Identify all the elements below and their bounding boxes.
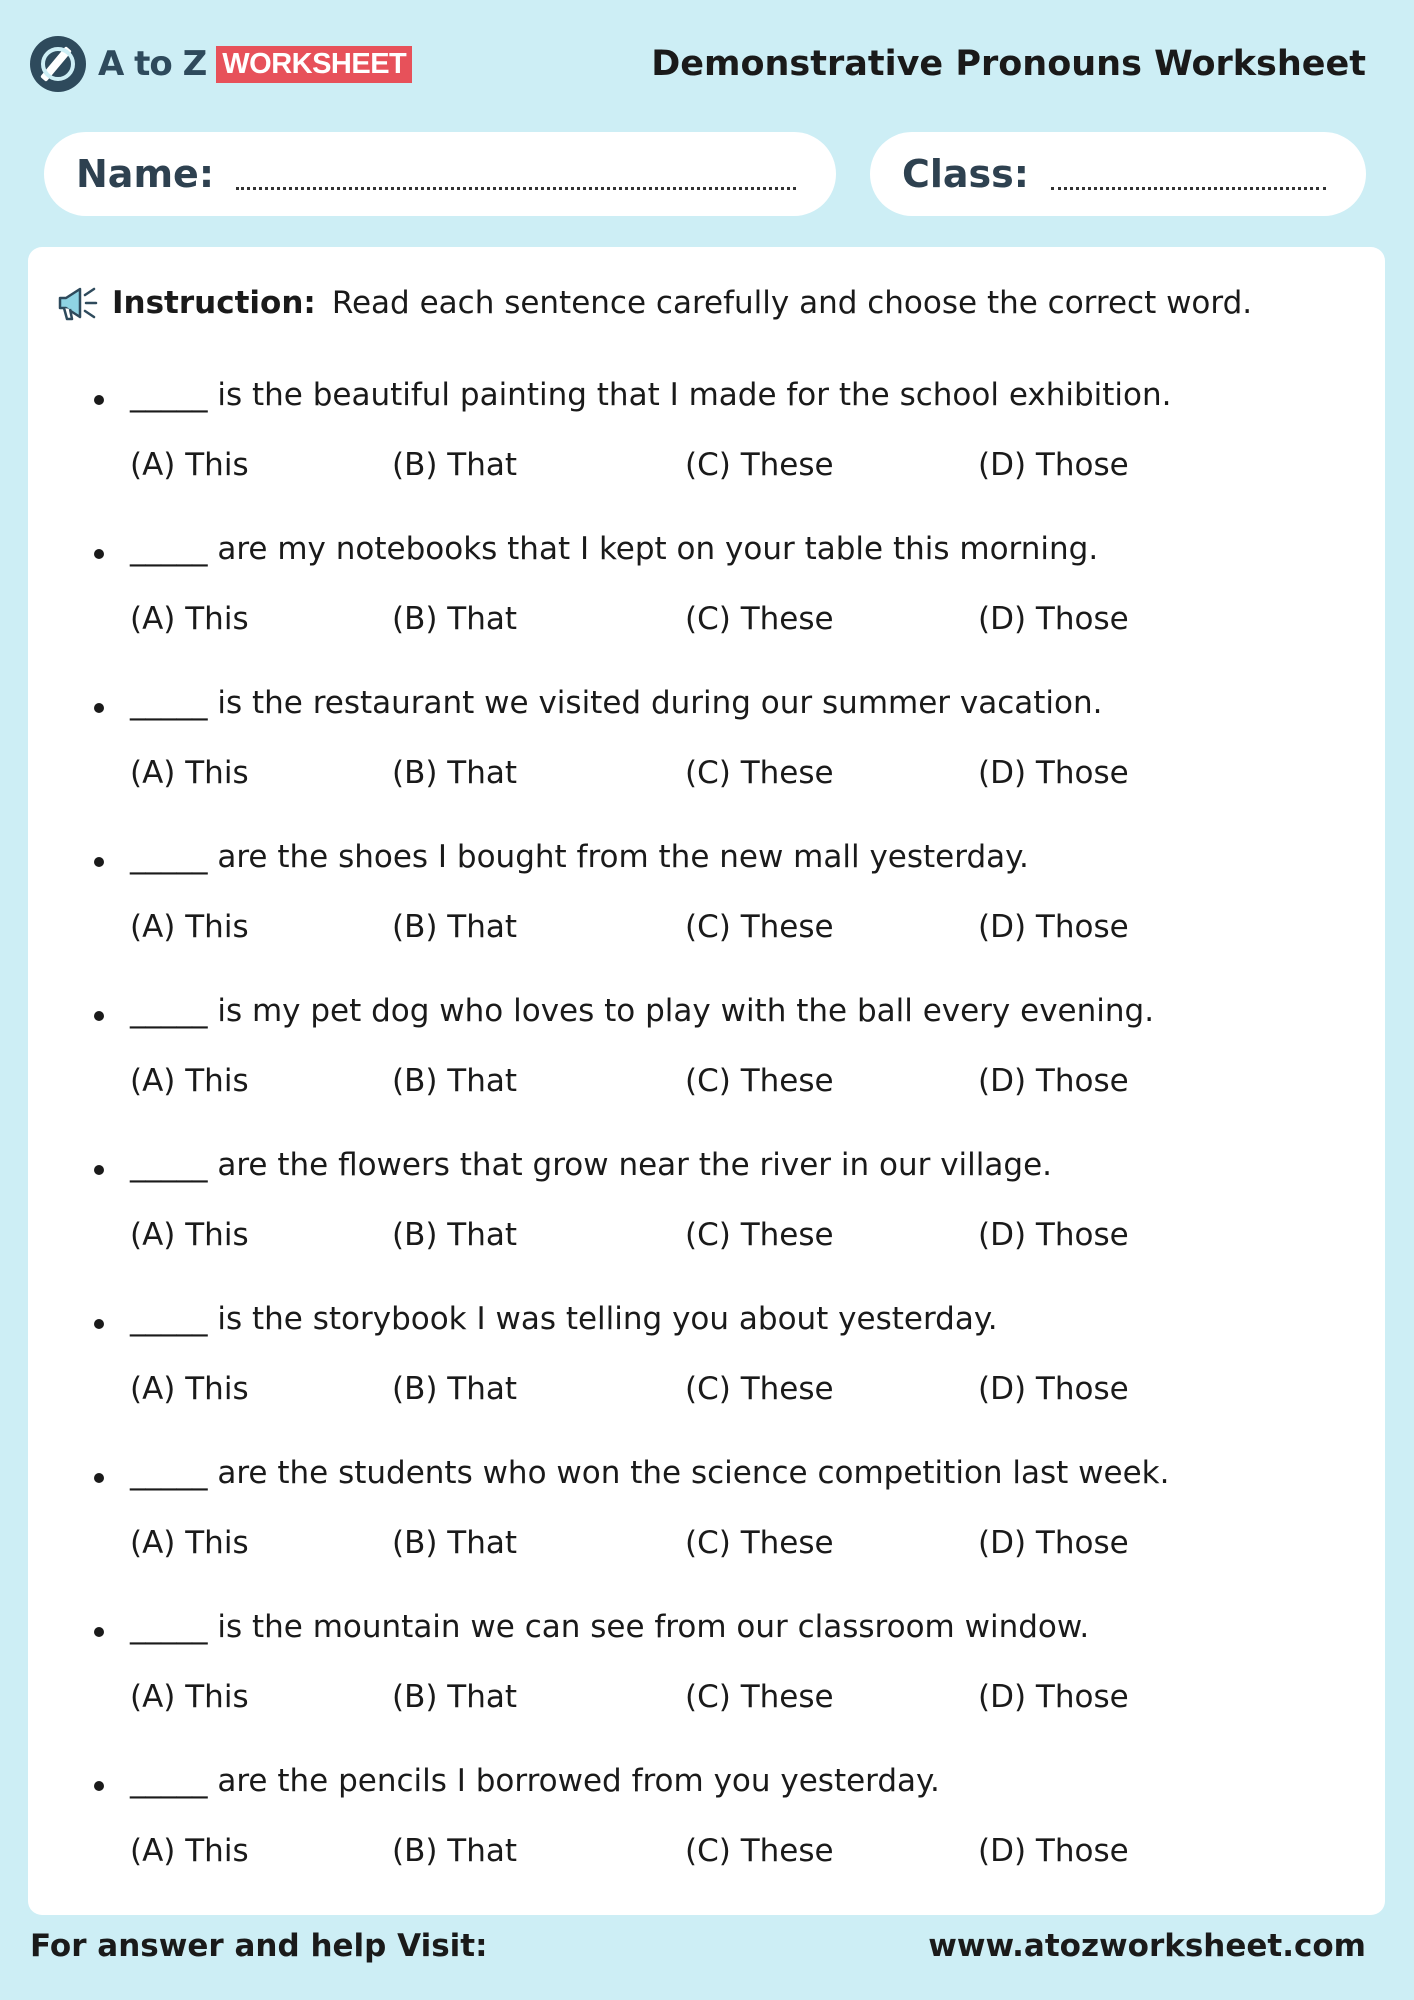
- option-d[interactable]: (D) Those: [978, 1833, 1129, 1869]
- instruction-row: [54, 283, 1252, 323]
- footer-help-text: For answer and help Visit:: [30, 1928, 488, 1964]
- option-c[interactable]: (C) These: [685, 1217, 834, 1253]
- option-d[interactable]: (D) Those: [978, 601, 1129, 637]
- bullet-icon: [94, 1011, 104, 1021]
- bullet-icon: [94, 1627, 104, 1637]
- option-c[interactable]: (C) These: [685, 909, 834, 945]
- option-d[interactable]: (D) Those: [978, 1525, 1129, 1561]
- bullet-icon: [94, 1165, 104, 1175]
- logo-badge: WORKSHEET: [216, 46, 412, 83]
- class-dotted-line[interactable]: [1051, 159, 1326, 190]
- option-b[interactable]: (B) That: [392, 1679, 518, 1715]
- question-text: _____ are my notebooks that I kept on your table this morning.: [130, 531, 1099, 567]
- bullet-icon: [94, 1473, 104, 1483]
- option-a[interactable]: (A) This: [130, 1525, 249, 1561]
- option-b[interactable]: (B) That: [392, 601, 518, 637]
- instruction-text: Read each sentence carefully and choose the correct word.: [331, 285, 1253, 321]
- option-a[interactable]: (A) This: [130, 1833, 249, 1869]
- question-text: _____ is the beautiful painting that I made for the school exhibition.: [130, 377, 1172, 413]
- question-item: [28, 1301, 1385, 1455]
- question-text: _____ is the storybook I was telling you about yesterday.: [130, 1301, 998, 1337]
- option-c[interactable]: (C) These: [685, 755, 834, 791]
- question-text: _____ is my pet dog who loves to play with the ball every evening.: [130, 993, 1155, 1029]
- question-item: [28, 1763, 1385, 1917]
- option-b[interactable]: (B) That: [392, 755, 518, 791]
- question-item: [28, 1455, 1385, 1609]
- question-text: _____ are the shoes I bought from the new mall yesterday.: [130, 839, 1029, 875]
- bullet-icon: [94, 549, 104, 559]
- option-a[interactable]: (A) This: [130, 1217, 249, 1253]
- class-label: Class:: [902, 152, 1029, 196]
- option-b[interactable]: (B) That: [392, 1525, 518, 1561]
- question-item: [28, 377, 1385, 531]
- bullet-icon: [94, 703, 104, 713]
- option-a[interactable]: (A) This: [130, 909, 249, 945]
- option-d[interactable]: (D) Those: [978, 1063, 1129, 1099]
- page-header: [30, 36, 1366, 102]
- option-a[interactable]: (A) This: [130, 601, 249, 637]
- instruction-label: Instruction:: [112, 285, 316, 321]
- option-b[interactable]: (B) That: [392, 1063, 518, 1099]
- name-dotted-line[interactable]: [236, 159, 796, 190]
- option-c[interactable]: (C) These: [685, 1679, 834, 1715]
- question-item: [28, 1147, 1385, 1301]
- bullet-icon: [94, 857, 104, 867]
- footer-website-link[interactable]: www.atozworksheet.com: [928, 1928, 1366, 1964]
- option-c[interactable]: (C) These: [685, 447, 834, 483]
- option-a[interactable]: (A) This: [130, 1679, 249, 1715]
- question-text: _____ is the mountain we can see from our classroom window.: [130, 1609, 1090, 1645]
- question-text: _____ are the students who won the science competition last week.: [130, 1455, 1170, 1491]
- logo-text: A to Z: [98, 44, 207, 84]
- option-a[interactable]: (A) This: [130, 1063, 249, 1099]
- brand-logo[interactable]: [30, 36, 412, 92]
- option-d[interactable]: (D) Those: [978, 909, 1129, 945]
- name-label: Name:: [76, 152, 215, 196]
- question-item: [28, 839, 1385, 993]
- question-item: [28, 685, 1385, 839]
- question-item: [28, 1609, 1385, 1763]
- bullet-icon: [94, 1781, 104, 1791]
- option-d[interactable]: (D) Those: [978, 1679, 1129, 1715]
- bullet-icon: [94, 1319, 104, 1329]
- question-text: _____ is the restaurant we visited during our summer vacation.: [130, 685, 1103, 721]
- option-b[interactable]: (B) That: [392, 1217, 518, 1253]
- question-item: [28, 531, 1385, 685]
- option-b[interactable]: (B) That: [392, 1833, 518, 1869]
- option-a[interactable]: (A) This: [130, 1371, 249, 1407]
- option-a[interactable]: (A) This: [130, 447, 249, 483]
- page-title: Demonstrative Pronouns Worksheet: [651, 44, 1366, 84]
- option-d[interactable]: (D) Those: [978, 1371, 1129, 1407]
- option-b[interactable]: (B) That: [392, 1371, 518, 1407]
- option-d[interactable]: (D) Those: [978, 447, 1129, 483]
- worksheet-card: [28, 247, 1385, 1915]
- option-d[interactable]: (D) Those: [978, 755, 1129, 791]
- option-b[interactable]: (B) That: [392, 447, 518, 483]
- question-item: [28, 993, 1385, 1147]
- option-a[interactable]: (A) This: [130, 755, 249, 791]
- option-c[interactable]: (C) These: [685, 1833, 834, 1869]
- question-text: _____ are the flowers that grow near the river in our village.: [130, 1147, 1052, 1183]
- option-c[interactable]: (C) These: [685, 1371, 834, 1407]
- logo-pen-icon: [30, 36, 86, 92]
- option-c[interactable]: (C) These: [685, 1525, 834, 1561]
- name-field[interactable]: [44, 132, 836, 216]
- option-c[interactable]: (C) These: [685, 601, 834, 637]
- class-field[interactable]: [870, 132, 1366, 216]
- question-text: _____ are the pencils I borrowed from you yesterday.: [130, 1763, 940, 1799]
- megaphone-icon: [54, 283, 100, 323]
- bullet-icon: [94, 395, 104, 405]
- option-b[interactable]: (B) That: [392, 909, 518, 945]
- option-c[interactable]: (C) These: [685, 1063, 834, 1099]
- option-d[interactable]: (D) Those: [978, 1217, 1129, 1253]
